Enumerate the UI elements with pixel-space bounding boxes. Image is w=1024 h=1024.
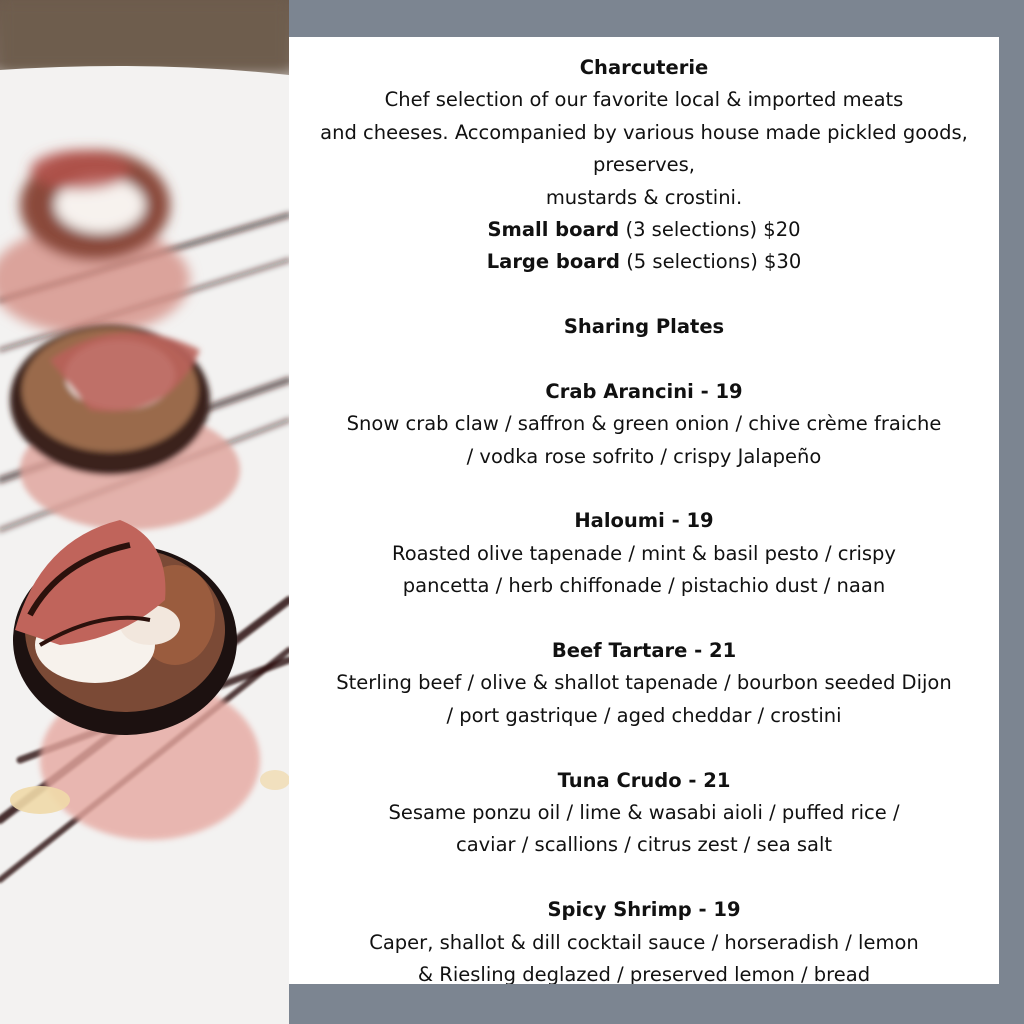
large-board-line	[289, 246, 999, 278]
menu-content	[289, 37, 999, 984]
menu-item-title: Spicy Shrimp - 19	[547, 898, 741, 922]
menu-item-desc: & Riesling deglazed / preserved lemon / bread	[417, 962, 871, 984]
small-board-label: Small board	[487, 217, 620, 241]
charcuterie-desc-line: preserves,	[592, 153, 696, 177]
large-board-label: Large board	[486, 250, 620, 274]
menu-item-title: Haloumi - 19	[574, 509, 714, 533]
menu-item-title: Beef Tartare - 21	[551, 639, 737, 663]
small-board-detail: (3 selections) $20	[619, 217, 801, 241]
large-board-detail: (5 selections) $30	[620, 250, 802, 274]
charcuterie-title: Charcuterie	[579, 56, 709, 79]
menu-item-desc: Caper, shallot & dill cocktail sauce / horseradish / lemon	[369, 930, 919, 954]
spacer	[289, 473, 999, 505]
menu-card	[289, 37, 999, 984]
menu-item-desc: / port gastrique / aged cheddar / crostini	[446, 703, 842, 727]
spacer	[289, 732, 999, 764]
food-photo	[0, 0, 289, 1024]
food-photo-figs-prosciutto-icon	[0, 0, 289, 1024]
menu-item-desc: caviar / scallions / citrus zest / sea salt	[455, 833, 833, 857]
menu-item-desc: pancetta / herb chiffonade / pistachio dust / naan	[402, 574, 886, 598]
spacer	[289, 603, 999, 635]
charcuterie-desc-line: and cheeses. Accompanied by various house made pickled goods,	[320, 120, 968, 144]
charcuterie-desc-line: Chef selection of our favorite local & imported meats	[384, 88, 904, 112]
spacer	[289, 862, 999, 894]
spacer	[289, 279, 999, 311]
menu-item-title: Crab Arancini - 19	[545, 379, 743, 403]
menu-item-desc: Sesame ponzu oil / lime & wasabi aioli / puffed rice /	[388, 800, 900, 824]
menu-item-desc: / vodka rose sofrito / crispy Jalapeño	[466, 444, 822, 468]
menu-item-desc: Roasted olive tapenade / mint & basil pesto / crispy	[392, 541, 896, 565]
menu-item-desc: Snow crab claw / saffron & green onion / chive crème fraiche	[346, 412, 942, 436]
spacer	[289, 344, 999, 376]
small-board-line	[289, 214, 999, 246]
section-title: Sharing Plates	[563, 315, 725, 339]
menu-item-title: Tuna Crudo - 21	[557, 768, 731, 792]
charcuterie-desc-line: mustards & crostini.	[545, 185, 743, 209]
menu-item-desc: Sterling beef / olive & shallot tapenade / bourbon seeded Dijon	[336, 671, 952, 695]
